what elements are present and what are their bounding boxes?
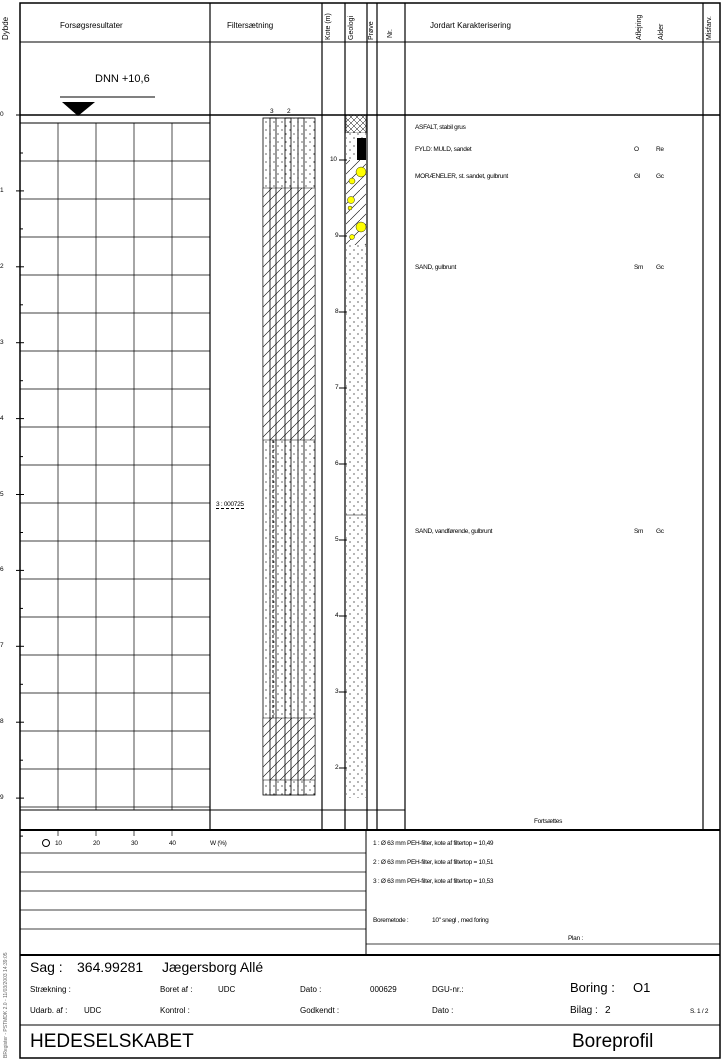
bilag-label: Bilag : [570,1005,598,1016]
w-tick: 30 [131,840,138,847]
kote-tick-label: 2 [335,764,339,771]
depth-tick-label: 9 [0,794,4,802]
sag-label: Sag : [30,959,63,975]
filter-note: 2 : Ø 63 mm PEH-filter, kote af filtertop = 10,51 [373,859,494,866]
layer-alder: Gc [656,528,664,535]
dgu-label: DGU-nr.: [432,985,464,994]
layer-aflejring: Gl [634,173,640,180]
kote-tick-label: 5 [335,536,339,543]
dnn-level: DNN +10,6 [95,73,150,85]
filter-note: 1 : Ø 63 mm PEH-filter, kote af filtertop = 10,49 [373,840,494,847]
company-name: HEDESELSKABET [30,1031,194,1052]
misfarv-header: Misfarv. [706,16,713,40]
depth-tick-label: 3 [0,338,4,346]
kote-tick-label: 8 [335,308,339,315]
layer-description: MORÆNELER, st. sandet, gulbrunt [415,173,508,180]
dato-value: 000629 [370,985,397,994]
boremetode-label: Boremetode : [373,917,409,924]
filter-note: 3 : Ø 63 mm PEH-filter, kote af filtertop = 10,53 [373,878,494,885]
dato-label: Dato : [300,985,322,994]
layer-description: SAND, vandførende, gulbrunt [415,528,493,535]
boremetode-value: 10" snegl , med foring [432,917,489,924]
kote-tick-label: 6 [335,460,339,467]
udarb-label: Udarb. af : [30,1006,68,1015]
filter-number: 3 [270,108,274,115]
layer-alder: Gc [656,173,664,180]
filter-number: 2 [287,108,291,115]
aflejring-header: Aflejring [636,14,643,40]
print-stamp: BRegister - PSTMDK 2.0 - 11/03/2003 14:39:05 [3,952,9,1058]
prove-header: Prøve [368,21,375,40]
depth-tick-label: 6 [0,566,4,574]
layer-alder: Gc [656,264,664,271]
w-tick: 40 [169,840,176,847]
layer-description: FYLD: MULD, sandet [415,146,472,153]
kote-tick-label: 7 [335,384,339,391]
w-tick: 10 [55,840,62,847]
kontrol-label: Kontrol : [160,1006,190,1015]
w-axis-label: W (%) [210,840,227,847]
godkendt-label: Godkendt : [300,1006,340,1015]
w-tick: 20 [93,840,100,847]
jordart-header: Jordart Karakterisering [430,21,511,30]
depth-tick-label: 4 [0,414,4,422]
depth-tick-label: 5 [0,490,4,498]
geologi-header: Geologi [348,15,355,40]
location: Jægersborg Allé [162,959,264,975]
depth-tick-label: 1 [0,186,4,194]
bilag-value: 2 [605,1005,611,1016]
sag-number: 364.99281 [77,959,144,975]
forsog-header: Forsøgsresultater [60,21,123,30]
kote-tick-label: 4 [335,612,339,619]
kote-tick-label: 9 [335,232,339,239]
depth-tick-label: 0 [0,111,4,118]
layer-aflejring: Sm [634,264,644,271]
layer-description: ASFALT, stabil grus [415,124,466,131]
kote-tick-label: 10 [330,156,337,163]
filter-label: 3 : 000725 [216,501,244,508]
page-number: S. 1 / 2 [690,1008,709,1015]
alder-header: Alder [658,23,665,40]
layer-aflejring: O [634,146,639,153]
kote-tick-label: 3 [335,688,339,695]
fortsaettes-note: Fortsættes [534,818,563,825]
dybde-header: Dybde [1,16,10,40]
boret-af-label: Boret af : [160,985,193,994]
depth-tick-label: 8 [0,718,4,726]
document-title: Boreprofil [572,1031,654,1052]
kote-header: Kote (m) [325,13,332,40]
boret-af-value: UDC [218,985,236,994]
straekning-label: Strækning : [30,985,71,994]
layer-alder: Re [656,146,664,153]
layer-aflejring: Sm [634,528,644,535]
filter-header: Filtersætning [227,21,274,30]
depth-tick-label: 2 [0,262,4,270]
boring-value: O1 [633,980,651,995]
plan-label: Plan : [568,935,583,942]
depth-tick-label: 7 [0,642,4,650]
boring-label: Boring : [570,980,615,995]
dato2-label: Dato : [432,1006,454,1015]
nr-header: Nr. [387,29,394,38]
udarb-value: UDC [84,1006,102,1015]
layer-description: SAND, gulbrunt [415,264,456,271]
